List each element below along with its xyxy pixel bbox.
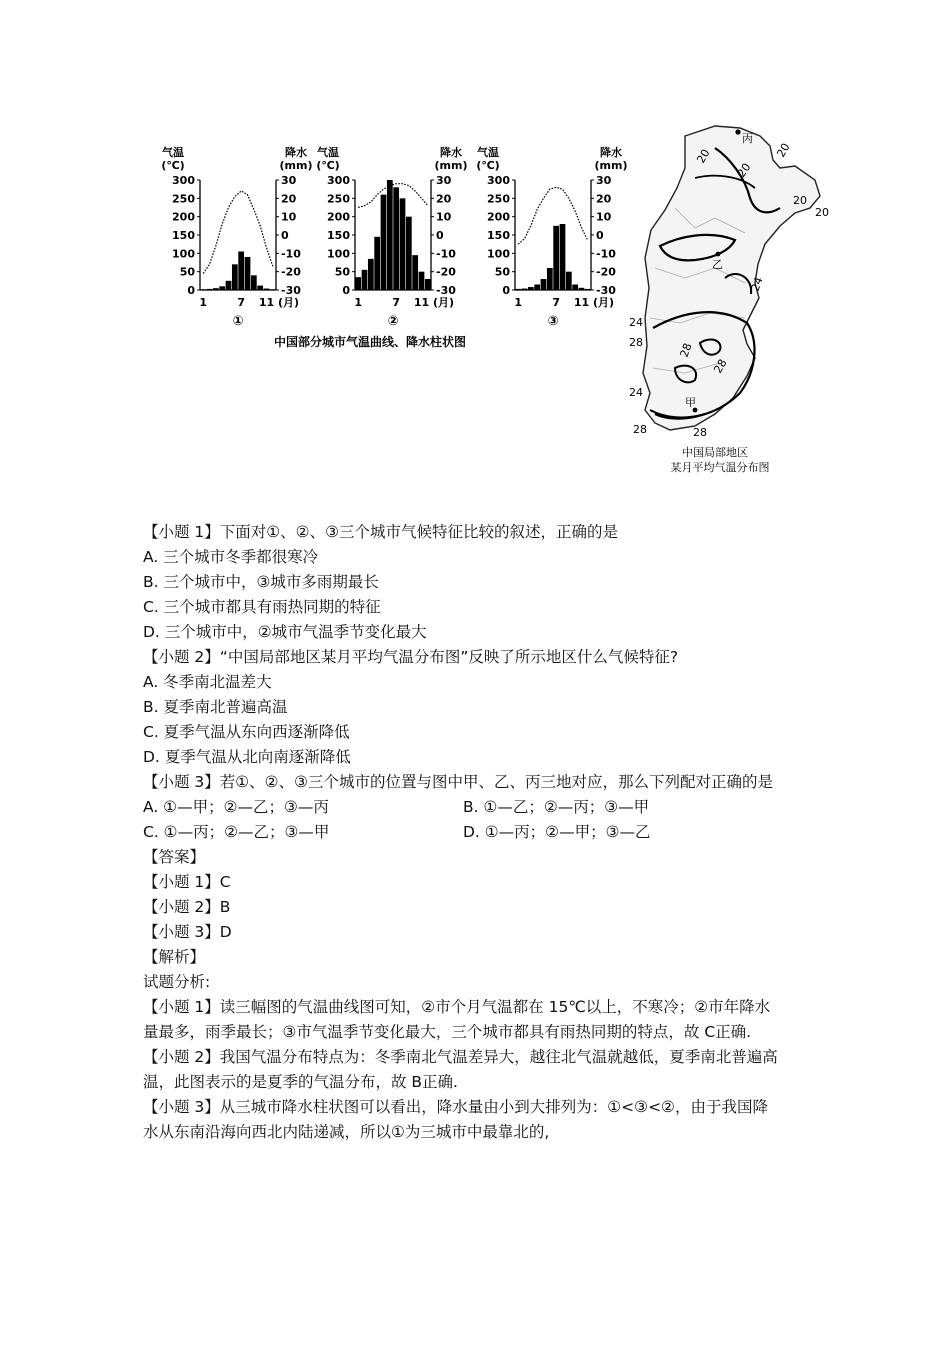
right-tick-label: -30 [596, 284, 616, 297]
answer-heading: 【答案】 [143, 848, 206, 866]
isotherm-label: 28 [677, 341, 695, 360]
question-3-option-c: C. ①—丙；②—乙；③—甲 [143, 823, 330, 841]
precip-bar [362, 270, 368, 290]
right-tick-label: -20 [281, 265, 301, 279]
question-2-option-b: B. 夏季南北普遍高温 [143, 698, 288, 716]
chart-number-label: ② [387, 314, 399, 329]
right-tick-label: 30 [436, 174, 452, 187]
precip-bar [232, 264, 238, 290]
map-label-yi: 乙 [712, 258, 723, 271]
left-tick-label: 200 [172, 210, 195, 224]
x-tick-label: 7 [237, 296, 245, 309]
right-tick-label: 10 [436, 210, 452, 224]
right-tick-label: 20 [281, 192, 297, 206]
isotherm-label: 20 [734, 160, 754, 180]
analysis-1: 【小题 1】读三幅图的气温曲线图可知，②市个月气温都在 15℃以上，不寒冷；②市年降水量最多，雨季最长；③市气温季节变化最大，三个城市都具有雨热同期的特点，故 C正确. [143, 998, 771, 1041]
figure-area [155, 118, 835, 478]
map-coastline [643, 126, 820, 430]
precip-bar [257, 286, 263, 290]
precip-bar [393, 187, 399, 290]
climate-chart-2 [316, 145, 467, 329]
left-tick-label: 150 [172, 229, 195, 242]
left-tick-label: 50 [179, 265, 195, 279]
precip-bar [541, 279, 547, 290]
temp-axis-unit: (℃) [316, 159, 340, 172]
question-text [143, 520, 783, 1145]
chart-number-label: ① [232, 314, 244, 329]
question-1-option-d: D. 三个城市中，②城市气温季节变化最大 [143, 623, 427, 641]
question-1-option-a: A. 三个城市冬季都很寒冷 [143, 548, 319, 566]
map-point-bing [735, 129, 740, 134]
month-unit-label: (月) [433, 296, 455, 309]
climate-figure [155, 118, 835, 478]
right-tick-label: -30 [436, 284, 456, 297]
precip-bar [566, 272, 572, 290]
right-tick-label: 30 [596, 174, 612, 187]
answer-1: 【小题 1】C [143, 873, 231, 891]
precip-bar [213, 288, 219, 290]
isotherm-label: 20 [774, 140, 793, 160]
question-3-option-b: B. ①—乙；②—丙；③—甲 [463, 798, 650, 816]
precip-bar [528, 287, 534, 290]
precip-bar [400, 198, 406, 290]
precip-bar [219, 286, 225, 290]
left-tick-label: 0 [502, 284, 510, 297]
precip-axis-unit: (mm) [434, 159, 468, 172]
precip-bar [425, 279, 431, 290]
x-tick-label: 7 [552, 296, 560, 309]
x-tick-label: 11 [258, 296, 275, 309]
left-tick-label: 300 [487, 174, 510, 187]
temperature-curve [518, 187, 588, 244]
left-tick-label: 0 [342, 284, 350, 297]
temp-axis-title: 气温 [477, 146, 499, 159]
precip-bar [226, 281, 232, 290]
right-tick-label: -20 [436, 265, 456, 279]
question-1-option-c: C. 三个城市都具有雨热同期的特征 [143, 598, 381, 616]
chart-number-label: ③ [547, 314, 559, 329]
isotherm-label: 20 [815, 206, 829, 219]
precip-bar [406, 217, 412, 290]
precip-bar [238, 252, 244, 291]
right-tick-label: 10 [281, 210, 297, 224]
answer-3: 【小题 3】D [143, 923, 232, 941]
temperature-map [629, 126, 829, 474]
precip-bar [419, 272, 425, 290]
isotherm-label: 24 [629, 316, 643, 329]
precip-bar [553, 226, 559, 290]
x-tick-label: 11 [413, 296, 430, 309]
precip-bar [374, 237, 380, 290]
question-3-option-d: D. ①—丙；②—甲；③—乙 [463, 823, 651, 841]
precip-bar [412, 255, 418, 290]
left-tick-label: 50 [494, 265, 510, 279]
precip-axis-title: 降水 [440, 146, 462, 159]
left-tick-label: 250 [327, 192, 350, 206]
question-2-option-d: D. 夏季气温从北向南逐渐降低 [143, 748, 351, 766]
left-tick-label: 250 [487, 192, 510, 206]
precip-bar [547, 268, 553, 290]
left-tick-label: 50 [334, 265, 350, 279]
precip-axis-unit: (mm) [594, 159, 628, 172]
x-tick-label: 1 [514, 296, 522, 309]
left-tick-label: 0 [187, 284, 195, 297]
temp-axis-title: 气温 [317, 146, 339, 159]
analysis-3: 【小题 3】从三城市降水柱状图可以看出，降水量由小到大排列为：①<③<②，由于我国降水从东南沿海向西北内陆递减，所以①为三城市中最靠北的, [143, 1098, 768, 1141]
isotherm-label: 24 [629, 386, 643, 399]
right-tick-label: 20 [436, 192, 452, 206]
chart-caption: 中国部分城市气温曲线、降水柱状图 [273, 335, 467, 349]
precip-bar [355, 277, 361, 290]
right-tick-label: 0 [436, 229, 444, 242]
precip-bar [200, 289, 206, 290]
answer-2: 【小题 2】B [143, 898, 231, 916]
question-2-option-a: A. 冬季南北温差大 [143, 673, 272, 691]
right-tick-label: -20 [596, 265, 616, 279]
right-tick-label: 0 [281, 229, 289, 242]
map-point-yi [716, 252, 721, 257]
left-tick-label: 150 [487, 229, 510, 242]
map-caption-line1: 中国局部地区 [682, 446, 748, 459]
left-tick-label: 200 [487, 210, 510, 224]
map-label-jia: 甲 [685, 396, 696, 409]
question-3-options-row-1 [143, 795, 783, 820]
question-3-options-row-2 [143, 820, 783, 845]
climate-chart-1 [161, 145, 312, 329]
left-tick-label: 100 [327, 247, 350, 261]
right-tick-label: -10 [281, 247, 301, 261]
isotherm-label: 28 [629, 336, 643, 349]
question-1-stem: 【小题 1】下面对①、②、③三个城市气候特征比较的叙述，正确的是 [143, 523, 618, 541]
precip-bar [264, 289, 270, 290]
x-tick-label: 11 [573, 296, 590, 309]
question-2-stem: 【小题 2】“中国局部地区某月平均气温分布图”反映了所示地区什么气候特征? [143, 648, 679, 666]
precip-bar [387, 180, 393, 290]
left-tick-label: 300 [172, 174, 195, 187]
precip-axis-title: 降水 [600, 146, 622, 159]
temp-axis-unit: (℃) [476, 159, 500, 172]
precip-bar [572, 285, 578, 291]
analysis-intro: 试题分析: [143, 973, 211, 991]
left-tick-label: 100 [172, 247, 195, 261]
left-tick-label: 200 [327, 210, 350, 224]
temperature-curve [203, 191, 273, 274]
isotherm-label: 28 [711, 356, 730, 376]
isotherm-label: 28 [693, 426, 707, 439]
precip-bar [368, 259, 374, 290]
left-tick-label: 300 [327, 174, 350, 187]
precip-axis-unit: (mm) [279, 159, 313, 172]
right-tick-label: 20 [596, 192, 612, 206]
map-caption-line2: 某月平均气温分布图 [670, 461, 770, 474]
right-tick-label: -10 [596, 247, 616, 261]
month-unit-label: (月) [593, 296, 615, 309]
map-label-bing: 丙 [742, 132, 753, 145]
isotherm-label: 20 [793, 194, 807, 207]
right-tick-label: 10 [596, 210, 612, 224]
question-2-option-c: C. 夏季气温从东向西逐渐降低 [143, 723, 350, 741]
precip-bar [207, 289, 213, 290]
right-tick-label: -30 [281, 284, 301, 297]
precip-bar [579, 288, 585, 290]
analysis-heading: 【解析】 [143, 948, 206, 966]
x-tick-label: 7 [392, 296, 400, 309]
precip-axis-title: 降水 [285, 146, 307, 159]
right-tick-label: -10 [436, 247, 456, 261]
precip-bar [585, 289, 591, 290]
isotherm-label: 28 [633, 423, 647, 436]
isotherm-label: 24 [748, 275, 766, 294]
question-3-option-a: A. ①—甲；②—乙；③—丙 [143, 798, 329, 816]
left-tick-label: 250 [172, 192, 195, 206]
question-3-stem: 【小题 3】若①、②、③三个城市的位置与图中甲、乙、丙三地对应，那么下列配对正确的是 [143, 773, 773, 791]
precip-bar [560, 224, 566, 290]
temperature-curve [358, 184, 428, 208]
climate-chart-3 [476, 145, 627, 329]
left-tick-label: 150 [327, 229, 350, 242]
right-tick-label: 0 [596, 229, 604, 242]
left-tick-label: 100 [487, 247, 510, 261]
question-1-option-b: B. 三个城市中，③城市多雨期最长 [143, 573, 379, 591]
precip-bar [381, 195, 387, 290]
precip-bar [245, 257, 251, 290]
temp-axis-title: 气温 [162, 146, 184, 159]
climate-charts [161, 145, 627, 329]
x-tick-label: 1 [199, 296, 207, 309]
analysis-2: 【小题 2】我国气温分布特点为：冬季南北气温差异大，越往北气温就越低，夏季南北普遍高温，此图表示的是夏季的气温分布，故 B正确. [143, 1048, 778, 1091]
precip-bar [534, 285, 540, 291]
precip-bar [270, 289, 276, 290]
precip-bar [251, 275, 257, 290]
precip-bar [522, 289, 528, 290]
isotherm-label: 20 [694, 146, 713, 166]
temp-axis-unit: (℃) [161, 159, 185, 172]
month-unit-label: (月) [278, 296, 300, 309]
right-tick-label: 30 [281, 174, 297, 187]
x-tick-label: 1 [354, 296, 362, 309]
precip-bar [515, 289, 521, 290]
